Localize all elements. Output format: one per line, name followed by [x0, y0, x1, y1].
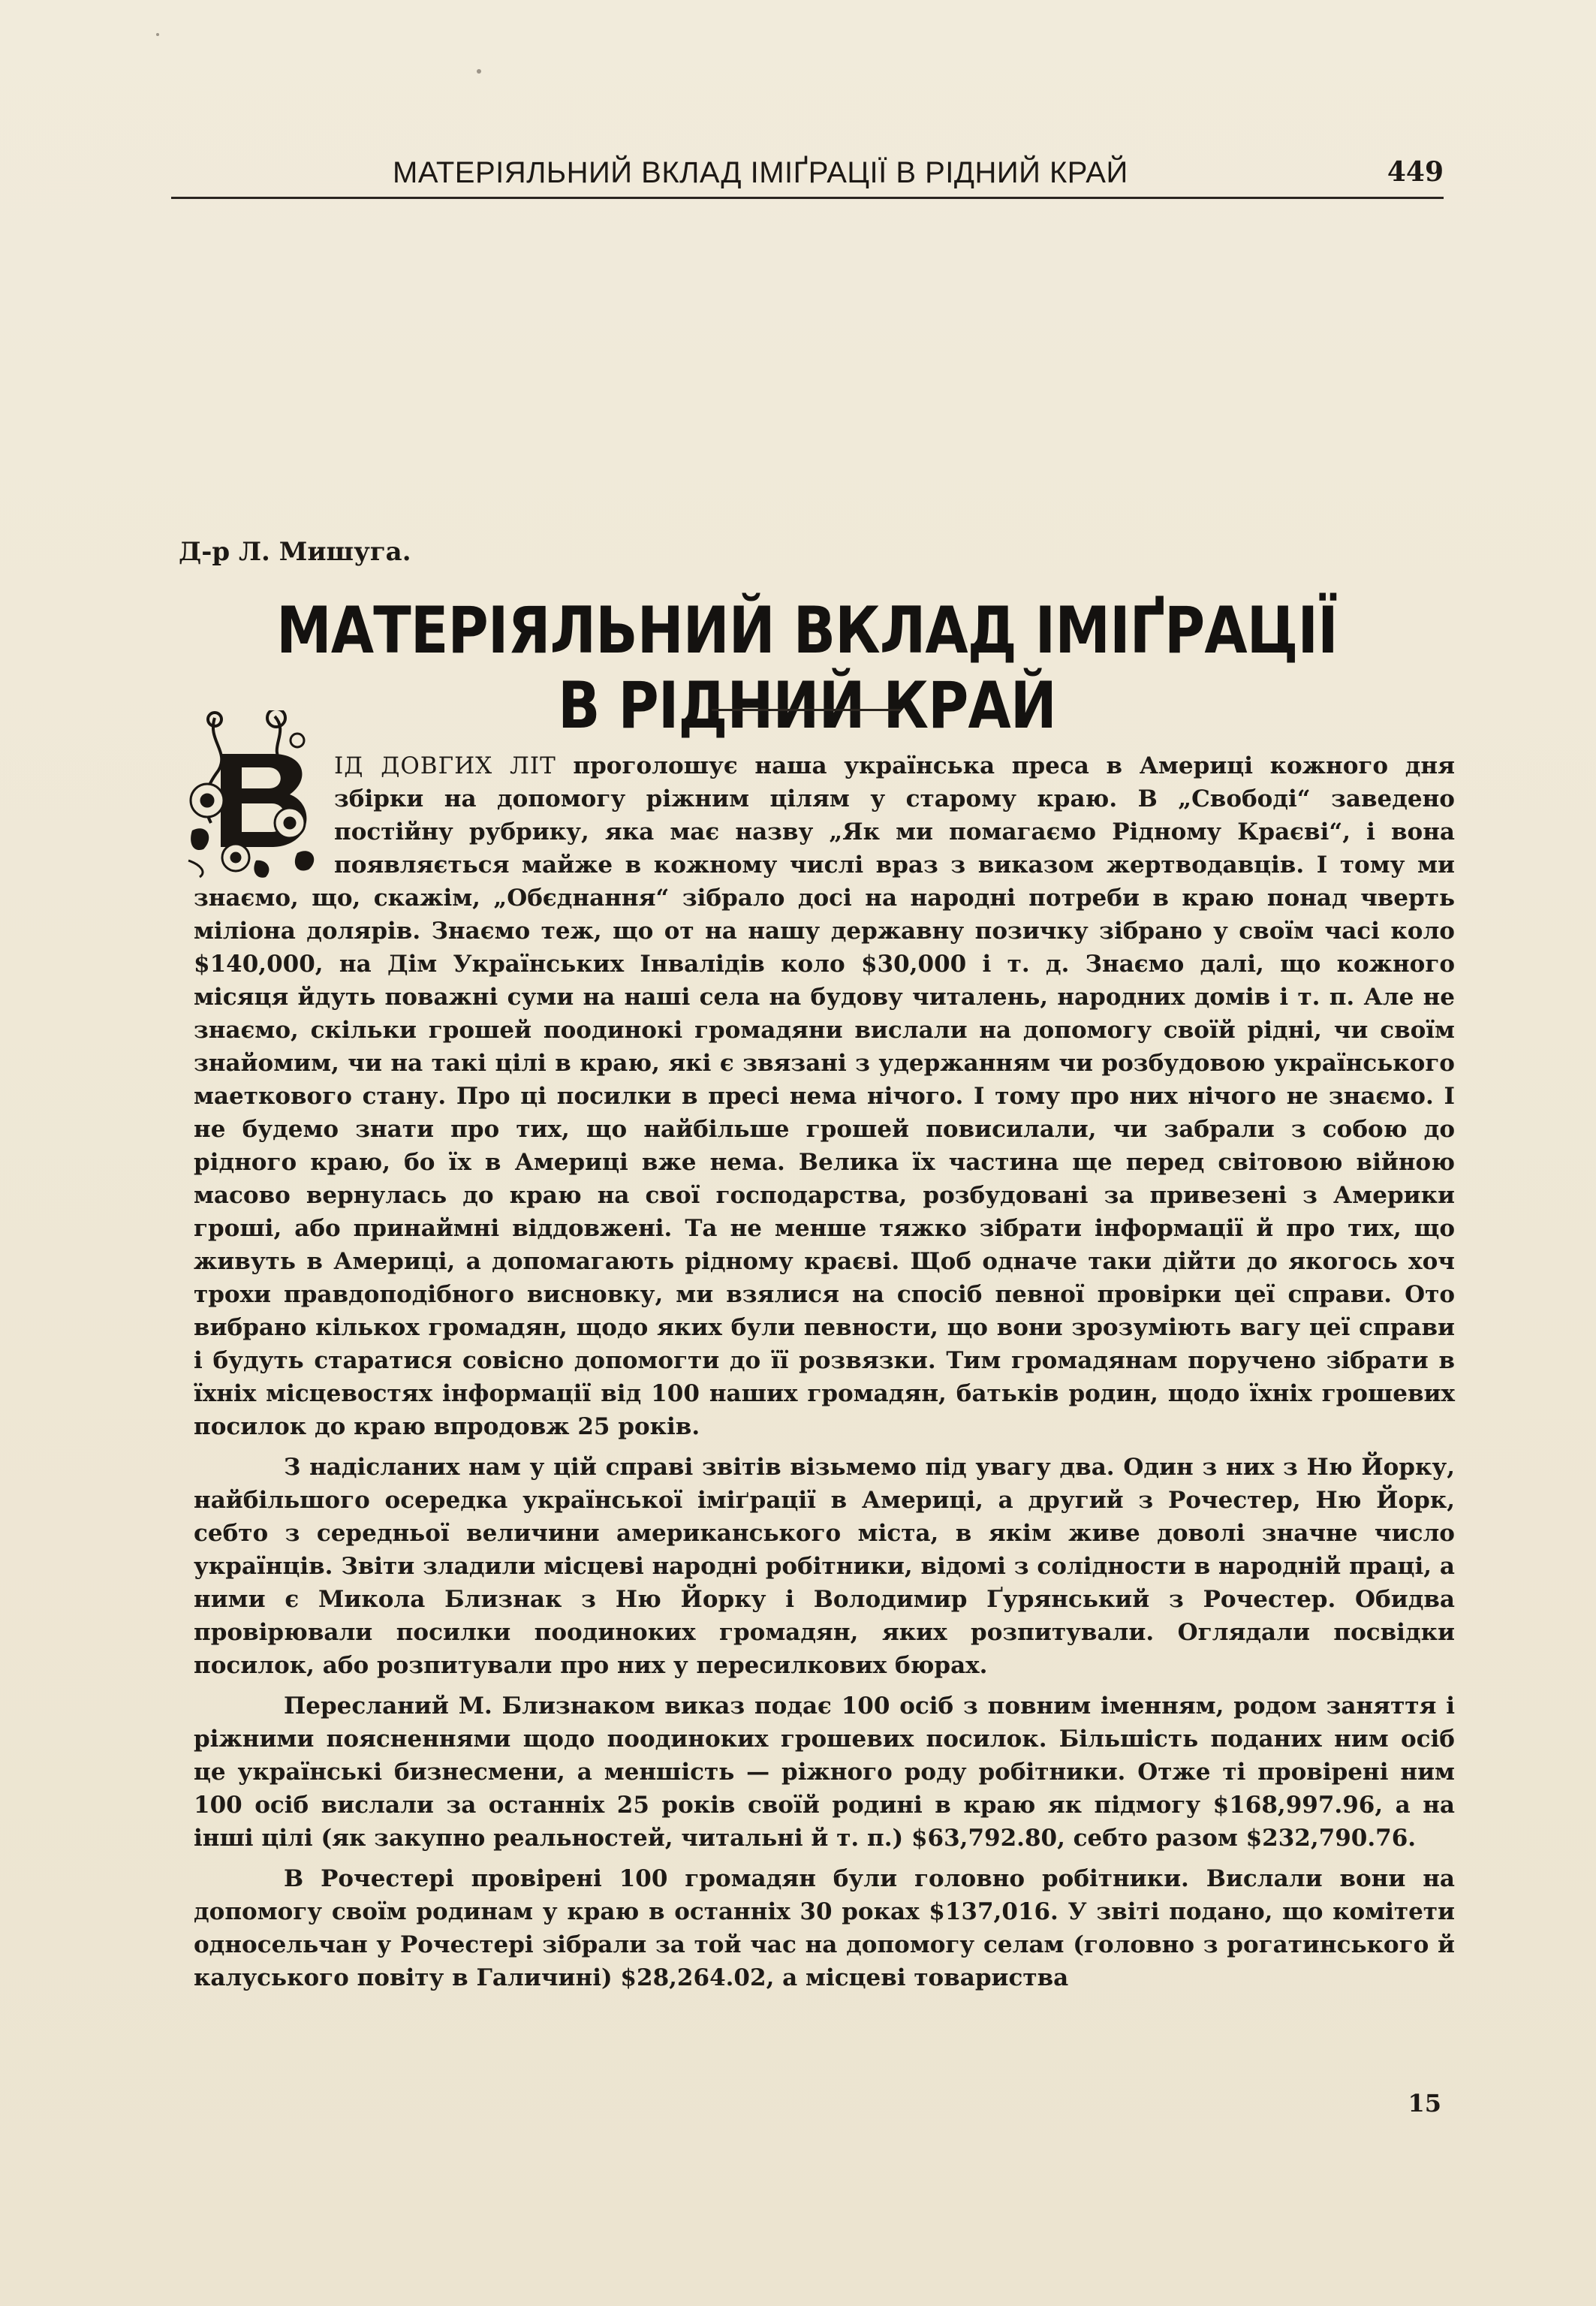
- paragraph-text: проголошує наша українська преса в Америці кожного дня збірки на допомогу ріжним цілям у старому краю. В „Свободі“ заведено постійну рубрику, яка має назву „Як ми помагаємо Рідному Краєві“, і вона появляється майже в кожному числі враз з виказом жертводавців. І тому ми знаємо, що, скажім, „Обєднання“ зібрало досі на народні потреби в краю понад чверть міліона долярів. Знаємо теж, що от на нашу державну позичку зібрано у своїм часі коло $140,000, на Дім Українських Інвалідів коло $30,000 і т. д. Знаємо далі, що кожного місяця йдуть поважні суми на наші села на будову читалень, народних домів і т. п. Але не знаємо, скільки грошей поодинокі громадяни вислали на допомогу своїй рідні, чи своїм знайомим, чи на такі цілі в краю, які є звязані з удержанням чи розбудовою українського маеткового стану. Про ці посилки в пресі нема нічого. І тому про них нічого не знаємо. І не будемо знати про тих, що найбільше грошей повисилали, чи забрали з собою до рідного краю, бо їх в Америці вже нема. Велика їх частина ще перед світовою війною масово вернулась до краю на свої господарства, розбудовані за привезені з Америки гроші, або принаймні віддовжені. Та не менше тяжко зібрати інформації й про тих, що живуть в Америці, а допомагають рідному краєві. Щоб одначе таки дійти до якогось хоч трохи правдоподібного висновку, ми взялися на спосіб певної провірки цеї справи. Ото вибрано кількох громадян, щодо яких були певности, що вони зрозуміють вагу цеї справи і будуть старатися совісно допомогти до її розвязки. Тим громадянам поручено зібрати в їхніх місцевостях інформації від 100 наших громадян, батьків родин, щодо їхніх грошевих посилок до краю впродовж 25 років.: [194, 752, 1455, 1440]
- author-name: Д-р Л. Мишуга.: [179, 537, 411, 567]
- page-number: 449: [1387, 156, 1444, 188]
- running-head: [171, 150, 1444, 199]
- running-head-title: МАТЕРІЯЛЬНИЙ ВКЛАД ІМІҐРАЦІЇ В РІДНИЙ КРАЙ: [393, 156, 1128, 189]
- paper-speck: [477, 69, 481, 74]
- article-body: [194, 749, 1455, 2002]
- article-title: МАТЕРІЯЛЬНИЙ ВКЛАД ІМІҐРАЦІЇ В РІДНИЙ КРАЙ: [276, 593, 1338, 743]
- ornamental-dropcap: [185, 710, 324, 882]
- paper-speck: [156, 33, 159, 36]
- paragraph-4: В Рочестері провірені 100 громадян були головно робітники. Вислали вони на допомогу своїм родинам у краю в останніх 30 роках $137,016. У звіті подано, що комітети односельчан у Рочестері зібрали за той час на допомогу селам (головно з рогатинського й калуського повіту в Галичині) $28,264.02, а місцеві товариства: [194, 1865, 1455, 1991]
- floral-dropcap-icon: [185, 710, 324, 882]
- paragraph-2: З надісланих нам у цій справі звітів візьмемо під увагу два. Один з них з Ню Йорку, найбільшого осередка української іміґрації в Америці, а другий з Рочестер, Ню Йорк, себто з середньої величини американського міста, в якім живе доволі значне число українців. Звіти зладили місцеві народні робітники, відомі з солідности в народній праці, а ними є Микола Близнак з Ню Йорку і Володимир Ґурянський з Рочестер. Обидва провірювали посилки поодиноких громадян, яких розпитували. Оглядали посвідки посилок, або розпитували про них у пересилкових бюрах.: [194, 1454, 1455, 1679]
- paragraph-1: [194, 749, 1455, 1443]
- printer-signature-mark: 15: [1408, 2089, 1441, 2118]
- title-divider: [712, 709, 901, 711]
- lead-in-caps: ІД ДОВГИХ ЛІТ: [334, 752, 556, 779]
- paragraph-3: Пересланий М. Близнаком виказ подає 100 осіб з повним іменням, родом заняття і ріжними поясненнями щодо поодиноких грошевих посилок. Більшість поданих ним осіб це українські бизнесмени, а меншість — ріжного роду робітники. Отже ті провірені ним 100 осіб вислали за останніх 25 років своїй родині в краю як підмогу $168,997.96, а на інші цілі (як закупно реальностей, читальні й т. п.) $63,792.80, себто разом $232,790.76.: [194, 1693, 1455, 1852]
